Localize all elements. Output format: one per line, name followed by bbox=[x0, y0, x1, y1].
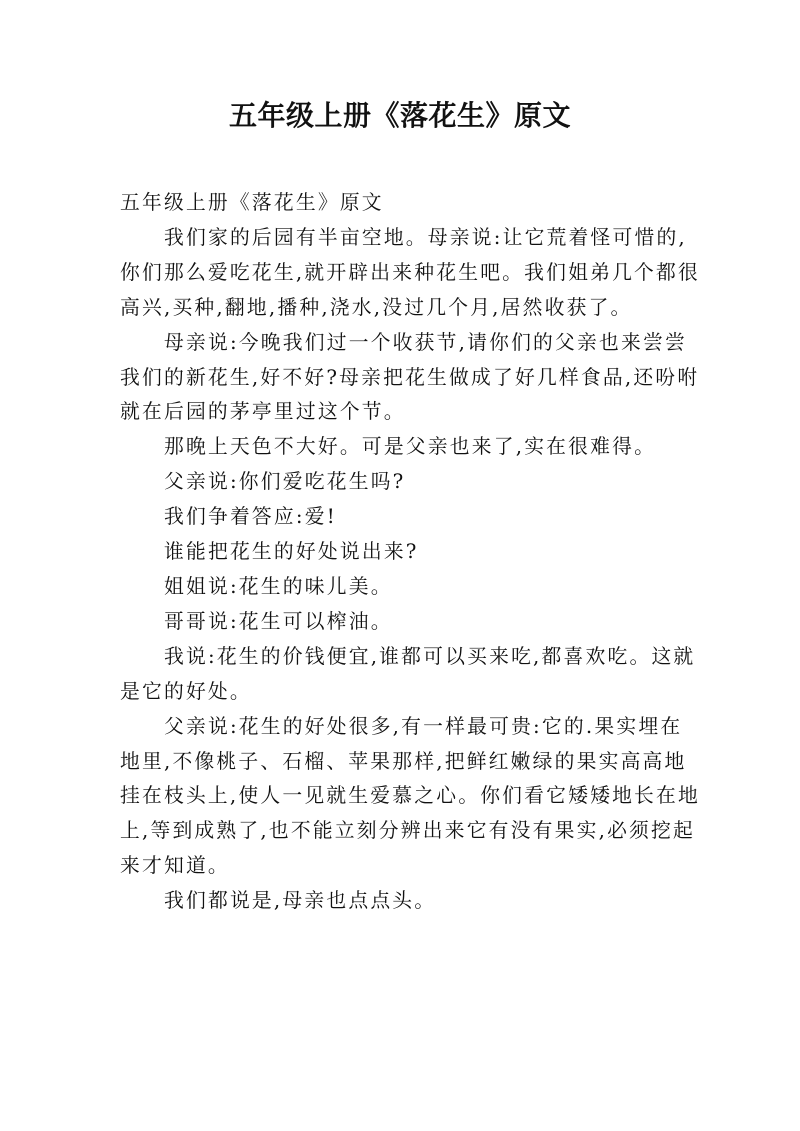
paragraph: 谁能把花生的好处说出来? bbox=[164, 540, 419, 564]
paragraph: 我们争着答应:爱! bbox=[164, 505, 337, 529]
paragraph: 哥哥说:花生可以榨油。 bbox=[164, 609, 393, 633]
paragraph: 我们都说是,母亲也点点头。 bbox=[164, 889, 437, 913]
paragraph: 姐姐说:花生的味儿美。 bbox=[164, 574, 393, 598]
paragraph: 母亲说:今晚我们过一个收获节,请你们的父亲也来尝尝我们的新花生,好不好?母亲把花生做成了好几样食品,还吩咐就在后园的茅亭里过这个节。 bbox=[120, 330, 700, 424]
paragraph: 父亲说:你们爱吃花生吗? bbox=[164, 470, 406, 494]
document-title: 五年级上册《落花生》原文 bbox=[228, 99, 571, 132]
paragraph: 我们家的后园有半亩空地。母亲说:让它荒着怪可惜的,你们那么爱吃花生,就开辟出来种花生吧。我们姐弟几个都很高兴,买种,翻地,播种,浇水,没过几个月,居然收获了。 bbox=[120, 225, 701, 319]
paragraph: 父亲说:花生的好处很多,有一样最可贵:它的.果实埋在地里,不像桃子、石榴、苹果那样,把鲜红嫩绿的果实高高地挂在枝头上,使人一见就生爱慕之心。你们看它矮矮地长在地上,等到成熟了,也不能立刻分辨出来它有没有果实,必须挖起来才知道。 bbox=[120, 714, 701, 878]
paragraph: 我说:花生的价钱便宜,谁都可以买来吃,都喜欢吃。这就是它的好处。 bbox=[120, 644, 696, 703]
paragraph: 那晚上天色不大好。可是父亲也来了,实在很难得。 bbox=[164, 435, 657, 459]
document-body bbox=[120, 186, 702, 919]
document-subtitle: 五年级上册《落花生》原文 bbox=[120, 191, 384, 214]
